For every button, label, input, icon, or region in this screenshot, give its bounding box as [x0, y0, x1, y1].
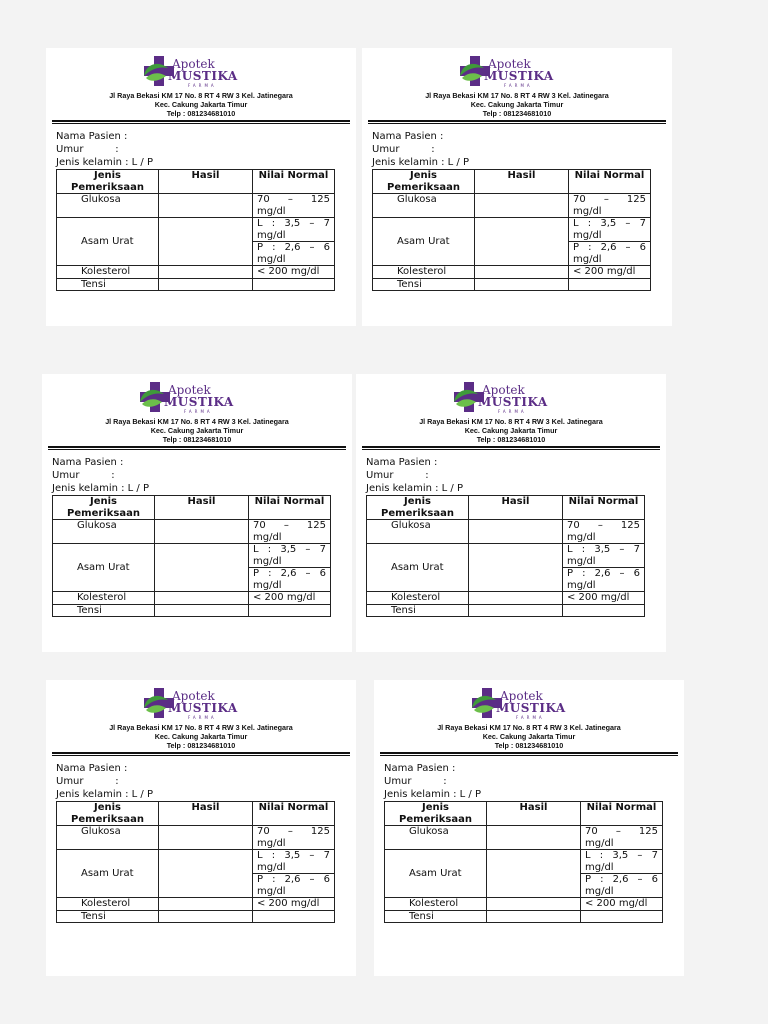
address-line-1: Jl Raya Bekasi KM 17 No. 8 RT 4 RW 3 Kel. Jatinegara — [419, 417, 603, 426]
address-line-2: Kec. Cakung Jakarta Timur — [482, 732, 576, 741]
normal-value — [249, 604, 331, 617]
result-cell[interactable] — [487, 850, 581, 898]
col-header-result: Hasil — [487, 802, 581, 826]
normal-value: L : 3,5 – 7 mg/dl — [581, 850, 663, 874]
normal-value — [253, 278, 335, 291]
form-header — [374, 680, 684, 756]
col-header-normal: Nilai Normal — [581, 802, 663, 826]
test-name: Kolesterol — [57, 898, 159, 911]
normal-value: P : 2,6 – 6 mg/dl — [249, 568, 331, 592]
result-cell[interactable] — [155, 592, 249, 605]
table-row — [373, 278, 651, 291]
test-name: Glukosa — [57, 826, 159, 850]
table-row — [367, 604, 645, 617]
result-cell[interactable] — [159, 266, 253, 279]
phone-line: Telp : 081234681010 — [494, 741, 564, 750]
pharmacy-logo — [458, 54, 578, 90]
brand-top: Apotek — [168, 383, 211, 397]
table-row — [385, 910, 663, 923]
col-header-normal: Nilai Normal — [249, 496, 331, 520]
patient-gender-label: Jenis kelamin : L / P — [52, 483, 150, 494]
table-row — [57, 194, 335, 218]
brand-sub: FARMA — [188, 83, 217, 88]
table-row — [373, 194, 651, 218]
normal-value: < 200 mg/dl — [249, 592, 331, 605]
lab-form-1 — [46, 48, 356, 326]
normal-value: P : 2,6 – 6 mg/dl — [569, 242, 651, 266]
brand-top: Apotek — [482, 383, 525, 397]
normal-value: P : 2,6 – 6 mg/dl — [253, 242, 335, 266]
table-row — [57, 898, 335, 911]
table-header-row — [57, 802, 335, 826]
phone-line: Telp : 081234681010 — [162, 435, 232, 444]
normal-value: 70 – 125 mg/dl — [563, 520, 645, 544]
normal-value: L : 3,5 – 7 mg/dl — [569, 218, 651, 242]
brand-sub: FARMA — [498, 409, 527, 414]
table-row — [53, 604, 331, 617]
patient-info — [366, 456, 463, 495]
table-row — [367, 592, 645, 605]
normal-value: 70 – 125 mg/dl — [249, 520, 331, 544]
patient-name-label: Nama Pasien : — [56, 763, 128, 774]
normal-value: P : 2,6 – 6 mg/dl — [563, 568, 645, 592]
result-cell[interactable] — [159, 218, 253, 266]
form-header — [46, 680, 356, 756]
lab-form-4 — [356, 374, 666, 652]
patient-info — [384, 762, 481, 801]
result-cell[interactable] — [487, 910, 581, 923]
address-line-1: Jl Raya Bekasi KM 17 No. 8 RT 4 RW 3 Kel. Jatinegara — [109, 723, 293, 732]
result-cell[interactable] — [159, 278, 253, 291]
brand-sub: FARMA — [504, 83, 533, 88]
form-header — [356, 374, 666, 450]
result-cell[interactable] — [487, 898, 581, 911]
col-header-result: Hasil — [469, 496, 563, 520]
test-name: Glukosa — [57, 194, 159, 218]
brand-top: Apotek — [500, 689, 543, 703]
test-name: Asam Urat — [385, 850, 487, 898]
result-cell[interactable] — [475, 218, 569, 266]
table-row — [385, 850, 663, 874]
col-header-test: Jenis Pemeriksaan — [373, 170, 475, 194]
col-header-test: Jenis Pemeriksaan — [57, 802, 159, 826]
result-cell[interactable] — [159, 898, 253, 911]
address-line-2: Kec. Cakung Jakarta Timur — [154, 732, 248, 741]
normal-value: L : 3,5 – 7 mg/dl — [253, 218, 335, 242]
test-name: Tensi — [367, 604, 469, 617]
normal-value: P : 2,6 – 6 mg/dl — [253, 874, 335, 898]
col-header-normal: Nilai Normal — [563, 496, 645, 520]
result-cell[interactable] — [475, 266, 569, 279]
table-row — [57, 278, 335, 291]
test-name: Kolesterol — [57, 266, 159, 279]
test-name: Asam Urat — [367, 544, 469, 592]
test-name: Kolesterol — [53, 592, 155, 605]
table-row — [385, 826, 663, 850]
test-name: Kolesterol — [367, 592, 469, 605]
table-row — [57, 218, 335, 242]
patient-info — [56, 762, 153, 801]
normal-value: < 200 mg/dl — [253, 266, 335, 279]
form-header — [42, 374, 352, 450]
normal-value: P : 2,6 – 6 mg/dl — [581, 874, 663, 898]
brand-top: Apotek — [488, 57, 531, 71]
test-name: Tensi — [53, 604, 155, 617]
col-header-test: Jenis Pemeriksaan — [53, 496, 155, 520]
test-name: Asam Urat — [373, 218, 475, 266]
patient-name-label: Nama Pasien : — [384, 763, 456, 774]
header-divider — [368, 120, 666, 124]
normal-value: 70 – 125 mg/dl — [581, 826, 663, 850]
brand-main: MUSTIKA — [164, 395, 234, 409]
table-header-row — [57, 170, 335, 194]
test-name: Asam Urat — [57, 850, 159, 898]
patient-gender-label: Jenis kelamin : L / P — [56, 789, 154, 800]
col-header-normal: Nilai Normal — [253, 802, 335, 826]
test-name: Asam Urat — [53, 544, 155, 592]
normal-value: < 200 mg/dl — [563, 592, 645, 605]
result-cell[interactable] — [469, 544, 563, 592]
lab-results-table — [56, 801, 335, 923]
lab-results-table — [366, 495, 645, 617]
col-header-test: Jenis Pemeriksaan — [57, 170, 159, 194]
col-header-normal: Nilai Normal — [569, 170, 651, 194]
table-row — [53, 592, 331, 605]
pharmacy-logo — [142, 54, 262, 90]
normal-value — [581, 910, 663, 923]
col-header-normal: Nilai Normal — [253, 170, 335, 194]
patient-name-label: Nama Pasien : — [372, 131, 444, 142]
patient-age-label: Umur : — [56, 776, 119, 787]
normal-value: L : 3,5 – 7 mg/dl — [253, 850, 335, 874]
patient-gender-label: Jenis kelamin : L / P — [56, 157, 154, 168]
test-name: Glukosa — [53, 520, 155, 544]
header-divider — [380, 752, 678, 756]
result-cell[interactable] — [469, 592, 563, 605]
pharmacy-logo — [470, 686, 590, 722]
address-line-1: Jl Raya Bekasi KM 17 No. 8 RT 4 RW 3 Kel. Jatinegara — [109, 91, 293, 100]
table-row — [57, 266, 335, 279]
lab-results-table — [384, 801, 663, 923]
normal-value: 70 – 125 mg/dl — [569, 194, 651, 218]
table-header-row — [385, 802, 663, 826]
normal-value — [563, 604, 645, 617]
patient-age-label: Umur : — [366, 470, 429, 481]
normal-value: < 200 mg/dl — [253, 898, 335, 911]
patient-gender-label: Jenis kelamin : L / P — [372, 157, 470, 168]
test-name: Glukosa — [385, 826, 487, 850]
result-cell[interactable] — [159, 910, 253, 923]
test-name: Kolesterol — [373, 266, 475, 279]
address-line-1: Jl Raya Bekasi KM 17 No. 8 RT 4 RW 3 Kel. Jatinegara — [105, 417, 289, 426]
header-divider — [362, 446, 660, 450]
pharmacy-logo — [138, 380, 258, 416]
patient-info — [52, 456, 149, 495]
patient-name-label: Nama Pasien : — [366, 457, 438, 468]
table-row — [57, 826, 335, 850]
brand-sub: FARMA — [516, 715, 545, 720]
result-cell[interactable] — [475, 278, 569, 291]
result-cell[interactable] — [469, 604, 563, 617]
brand-sub: FARMA — [184, 409, 213, 414]
address-line-2: Kec. Cakung Jakarta Timur — [464, 426, 558, 435]
table-row — [53, 544, 331, 568]
lab-results-table — [56, 169, 335, 291]
phone-line: Telp : 081234681010 — [482, 109, 552, 118]
brand-main: MUSTIKA — [496, 701, 566, 715]
table-row — [373, 218, 651, 242]
test-name: Tensi — [57, 910, 159, 923]
lab-form-3 — [42, 374, 352, 652]
col-header-result: Hasil — [159, 802, 253, 826]
normal-value: < 200 mg/dl — [569, 266, 651, 279]
table-row — [385, 898, 663, 911]
table-row — [53, 520, 331, 544]
normal-value: L : 3,5 – 7 mg/dl — [563, 544, 645, 568]
patient-age-label: Umur : — [384, 776, 447, 787]
normal-value — [253, 910, 335, 923]
result-cell[interactable] — [155, 544, 249, 592]
result-cell[interactable] — [487, 826, 581, 850]
patient-gender-label: Jenis kelamin : L / P — [384, 789, 482, 800]
table-row — [373, 266, 651, 279]
form-header — [46, 48, 356, 124]
address-line-1: Jl Raya Bekasi KM 17 No. 8 RT 4 RW 3 Kel. Jatinegara — [425, 91, 609, 100]
address-line-1: Jl Raya Bekasi KM 17 No. 8 RT 4 RW 3 Kel. Jatinegara — [437, 723, 621, 732]
table-header-row — [373, 170, 651, 194]
header-divider — [52, 120, 350, 124]
patient-age-label: Umur : — [52, 470, 115, 481]
result-cell[interactable] — [155, 604, 249, 617]
test-name: Tensi — [385, 910, 487, 923]
result-cell[interactable] — [155, 520, 249, 544]
address-line-2: Kec. Cakung Jakarta Timur — [150, 426, 244, 435]
brand-main: MUSTIKA — [478, 395, 548, 409]
brand-sub: FARMA — [188, 715, 217, 720]
col-header-result: Hasil — [155, 496, 249, 520]
normal-value — [569, 278, 651, 291]
brand-top: Apotek — [172, 57, 215, 71]
patient-age-label: Umur : — [372, 144, 435, 155]
brand-main: MUSTIKA — [168, 69, 238, 83]
address-line-2: Kec. Cakung Jakarta Timur — [154, 100, 248, 109]
patient-gender-label: Jenis kelamin : L / P — [366, 483, 464, 494]
table-row — [367, 520, 645, 544]
patient-age-label: Umur : — [56, 144, 119, 155]
lab-results-table — [372, 169, 651, 291]
result-cell[interactable] — [469, 520, 563, 544]
table-row — [367, 544, 645, 568]
test-name: Kolesterol — [385, 898, 487, 911]
header-divider — [48, 446, 346, 450]
test-name: Glukosa — [373, 194, 475, 218]
test-name: Glukosa — [367, 520, 469, 544]
table-row — [57, 910, 335, 923]
lab-form-5 — [46, 680, 356, 976]
lab-form-2 — [362, 48, 672, 326]
phone-line: Telp : 081234681010 — [476, 435, 546, 444]
normal-value: < 200 mg/dl — [581, 898, 663, 911]
address-line-2: Kec. Cakung Jakarta Timur — [470, 100, 564, 109]
test-name: Asam Urat — [57, 218, 159, 266]
patient-name-label: Nama Pasien : — [56, 131, 128, 142]
brand-top: Apotek — [172, 689, 215, 703]
patient-name-label: Nama Pasien : — [52, 457, 124, 468]
table-row — [57, 850, 335, 874]
lab-results-table — [52, 495, 331, 617]
form-header — [362, 48, 672, 124]
header-divider — [52, 752, 350, 756]
brand-main: MUSTIKA — [168, 701, 238, 715]
normal-value: 70 – 125 mg/dl — [253, 826, 335, 850]
brand-main: MUSTIKA — [484, 69, 554, 83]
pharmacy-logo — [142, 686, 262, 722]
lab-form-6 — [374, 680, 684, 976]
normal-value: L : 3,5 – 7 mg/dl — [249, 544, 331, 568]
pharmacy-logo — [452, 380, 572, 416]
result-cell[interactable] — [159, 850, 253, 898]
col-header-test: Jenis Pemeriksaan — [367, 496, 469, 520]
phone-line: Telp : 081234681010 — [166, 741, 236, 750]
col-header-result: Hasil — [475, 170, 569, 194]
result-cell[interactable] — [475, 194, 569, 218]
phone-line: Telp : 081234681010 — [166, 109, 236, 118]
result-cell[interactable] — [159, 826, 253, 850]
table-header-row — [367, 496, 645, 520]
col-header-result: Hasil — [159, 170, 253, 194]
test-name: Tensi — [57, 278, 159, 291]
table-header-row — [53, 496, 331, 520]
patient-info — [56, 130, 153, 169]
patient-info — [372, 130, 469, 169]
normal-value: 70 – 125 mg/dl — [253, 194, 335, 218]
result-cell[interactable] — [159, 194, 253, 218]
test-name: Tensi — [373, 278, 475, 291]
col-header-test: Jenis Pemeriksaan — [385, 802, 487, 826]
